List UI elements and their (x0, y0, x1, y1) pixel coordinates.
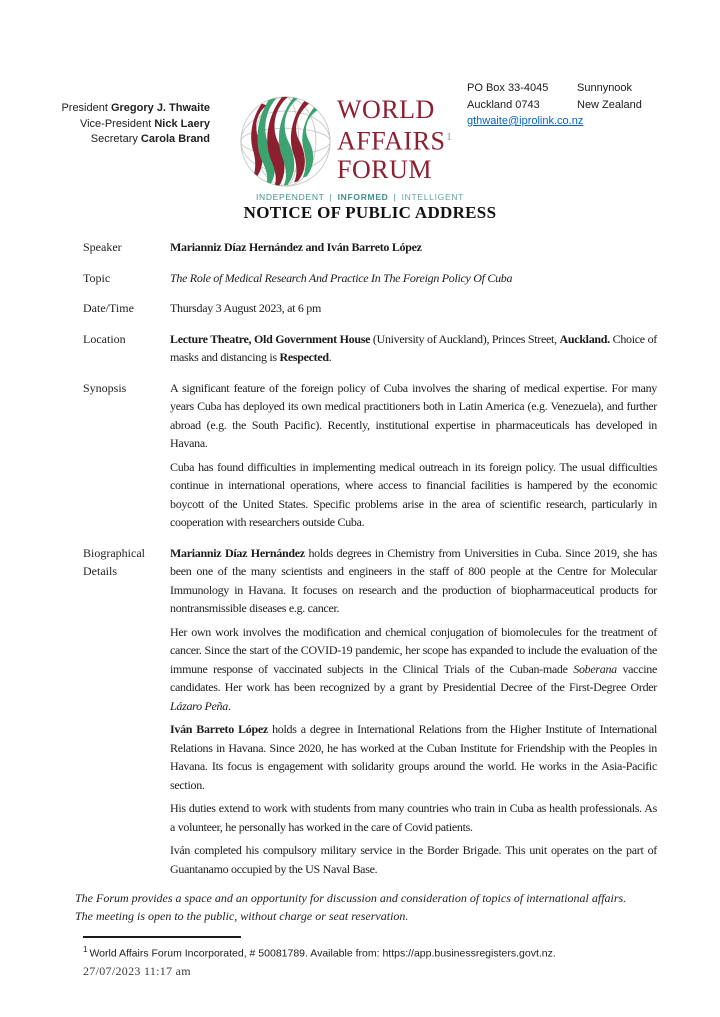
officer-name: Gregory J. Thwaite (110, 102, 210, 114)
tagline-separator: | (390, 192, 400, 202)
logo-wordmark (337, 96, 452, 184)
paragraph: Iván completed his compulsory military service in the Border Brigade. This unit operates on the part of Guantanamo occupied by the US Naval Base. (170, 843, 657, 876)
notice-row (83, 269, 657, 288)
paragraph: Cuba has found difficulties in implementing medical outreach in its foreign policy. The usual difficulties continue in international operations, where access to financial facilities is hampered by the economic boycott of the United States. Specific problems arise in the area of scientific research, particularly in cooperation with researchers outside Cuba. (170, 459, 657, 529)
contact-suburb: Sunnynook (577, 82, 633, 94)
row-content (170, 299, 657, 318)
row-content (170, 330, 657, 367)
officer-name: Carola Brand (140, 133, 210, 145)
officer-line (40, 101, 210, 117)
row-content (170, 269, 657, 288)
tagline-word: INDEPENDENT (255, 192, 325, 202)
officer-name: Nick Laery (154, 117, 210, 130)
officer-role: Vice-President (79, 117, 155, 130)
paragraph: Lecture Theatre, Old Government House (University of Auckland), Princes Street, Auckland. Choice of masks and distancing is Respected. (170, 331, 657, 364)
row-content (170, 379, 657, 532)
tagline-word: INFORMED (337, 192, 389, 202)
contact-block (467, 80, 642, 130)
logo-word-affairs: AFFAIRS$^1$ (337, 126, 453, 156)
footer-notes (75, 890, 675, 925)
row-label: Topic (83, 270, 111, 285)
row-label: Location (83, 331, 126, 346)
logo-tagline (238, 192, 482, 202)
notice-row (83, 238, 657, 257)
footnote-separator (83, 936, 241, 938)
row-content (170, 544, 657, 879)
notice-rows (83, 238, 657, 878)
row-content (170, 238, 657, 257)
footer-line: The meeting is open to the public, without charge or seat reservation. (75, 908, 409, 923)
print-timestamp: 27/07/2023 11:17 am (83, 963, 191, 978)
footnote-ref: 1 (83, 945, 88, 954)
row-label: Speaker (83, 240, 122, 254)
logo-footnote-ref: 1 (446, 132, 453, 143)
officer-line (40, 132, 210, 148)
row-label: Date/Time (83, 301, 134, 315)
footnote-text: $^1$ World Affairs Forum Incorporated, # 50081789. Available from: https://app.businessregisters.govt.nz. (83, 945, 556, 960)
row-label: Biographical Details (83, 545, 145, 578)
officer-role: President (61, 102, 111, 114)
footnote-block (83, 936, 643, 979)
waf-globe-logo (238, 94, 333, 189)
email-link[interactable]: gthwaite@iprolink.co.nz (467, 115, 584, 127)
logo-word-world: WORLD (337, 95, 435, 124)
notice-row (83, 299, 657, 318)
footer-line: The Forum provides a space and an opportunity for discussion and consideration of topics of international affairs. (75, 891, 627, 905)
paragraph: Marianniz Díaz Hernández and Iván Barreto López (170, 240, 422, 254)
logo-block (238, 84, 482, 202)
paragraph: Iván Barreto López holds a degree in International Relations from the Higher Institute of International Relations in Havana. Since 2020, he has worked at the Cuban Institute for Friendship with the Peoples in Havana. Its focus is engagement with solidarity groups around the world. He works in the Asia-Pacific section. (170, 722, 657, 792)
notice-body (75, 202, 658, 925)
paragraph: His duties extend to work with students from many countries who train in Cuba as health professionals. As a volunteer, he personally has worked in the care of Covid patients. (170, 801, 657, 834)
officers-block (40, 101, 210, 148)
officer-line (40, 117, 210, 133)
paragraph: Marianniz Díaz Hernández holds degrees in Chemistry from Universities in Cuba. Since 2019, she has been one of the many scientists and engineers in the staff of 800 people at the Centre for Molecular Immunology in Havana. It focuses on research and the production of biopharmaceutical products for nontransmissible diseases e.g. cancer. (170, 545, 658, 615)
contact-po-box: PO Box 33-4045 (467, 82, 549, 94)
officer-role: Secretary (90, 133, 141, 145)
paragraph: The Role of Medical Research And Practice In The Foreign Policy Of Cuba (170, 270, 513, 285)
page-title: NOTICE OF PUBLIC ADDRESS (243, 203, 497, 222)
notice-row (83, 379, 657, 532)
notice-row (83, 330, 657, 367)
paragraph: A significant feature of the foreign policy of Cuba involves the sharing of medical expertise. For many years Cuba has deployed its own medical practitioners both in Latin America (e.g. Venezuela), and further abroad (e.g. the South Pacific). Recently, institutional expertise in pharmaceuticals has developed in Havana. (170, 380, 657, 450)
row-label: Synopsis (83, 380, 127, 395)
contact-country: New Zealand (577, 98, 642, 111)
tagline-separator: | (326, 192, 336, 202)
paragraph: Thursday 3 August 2023, at 6 pm (170, 301, 322, 315)
paragraph: Her own work involves the modification and chemical conjugation of biomolecules for the treatment of cancer. Since the start of the COVID-19 pandemic, her scope has expanded to include the evaluation of the immune response of vaccinated subjects in the Clinical Trials of the Cuban-made Soberana vaccine candidates. Her work has been recognized by a grant by Presidential Decree of the First-Degree Order Lázaro Peña. (170, 624, 657, 713)
logo-word-forum: FORUM (337, 154, 432, 184)
contact-city: Auckland 0743 (467, 98, 540, 111)
tagline-word: INTELLIGENT (401, 192, 465, 202)
notice-row (83, 544, 657, 879)
